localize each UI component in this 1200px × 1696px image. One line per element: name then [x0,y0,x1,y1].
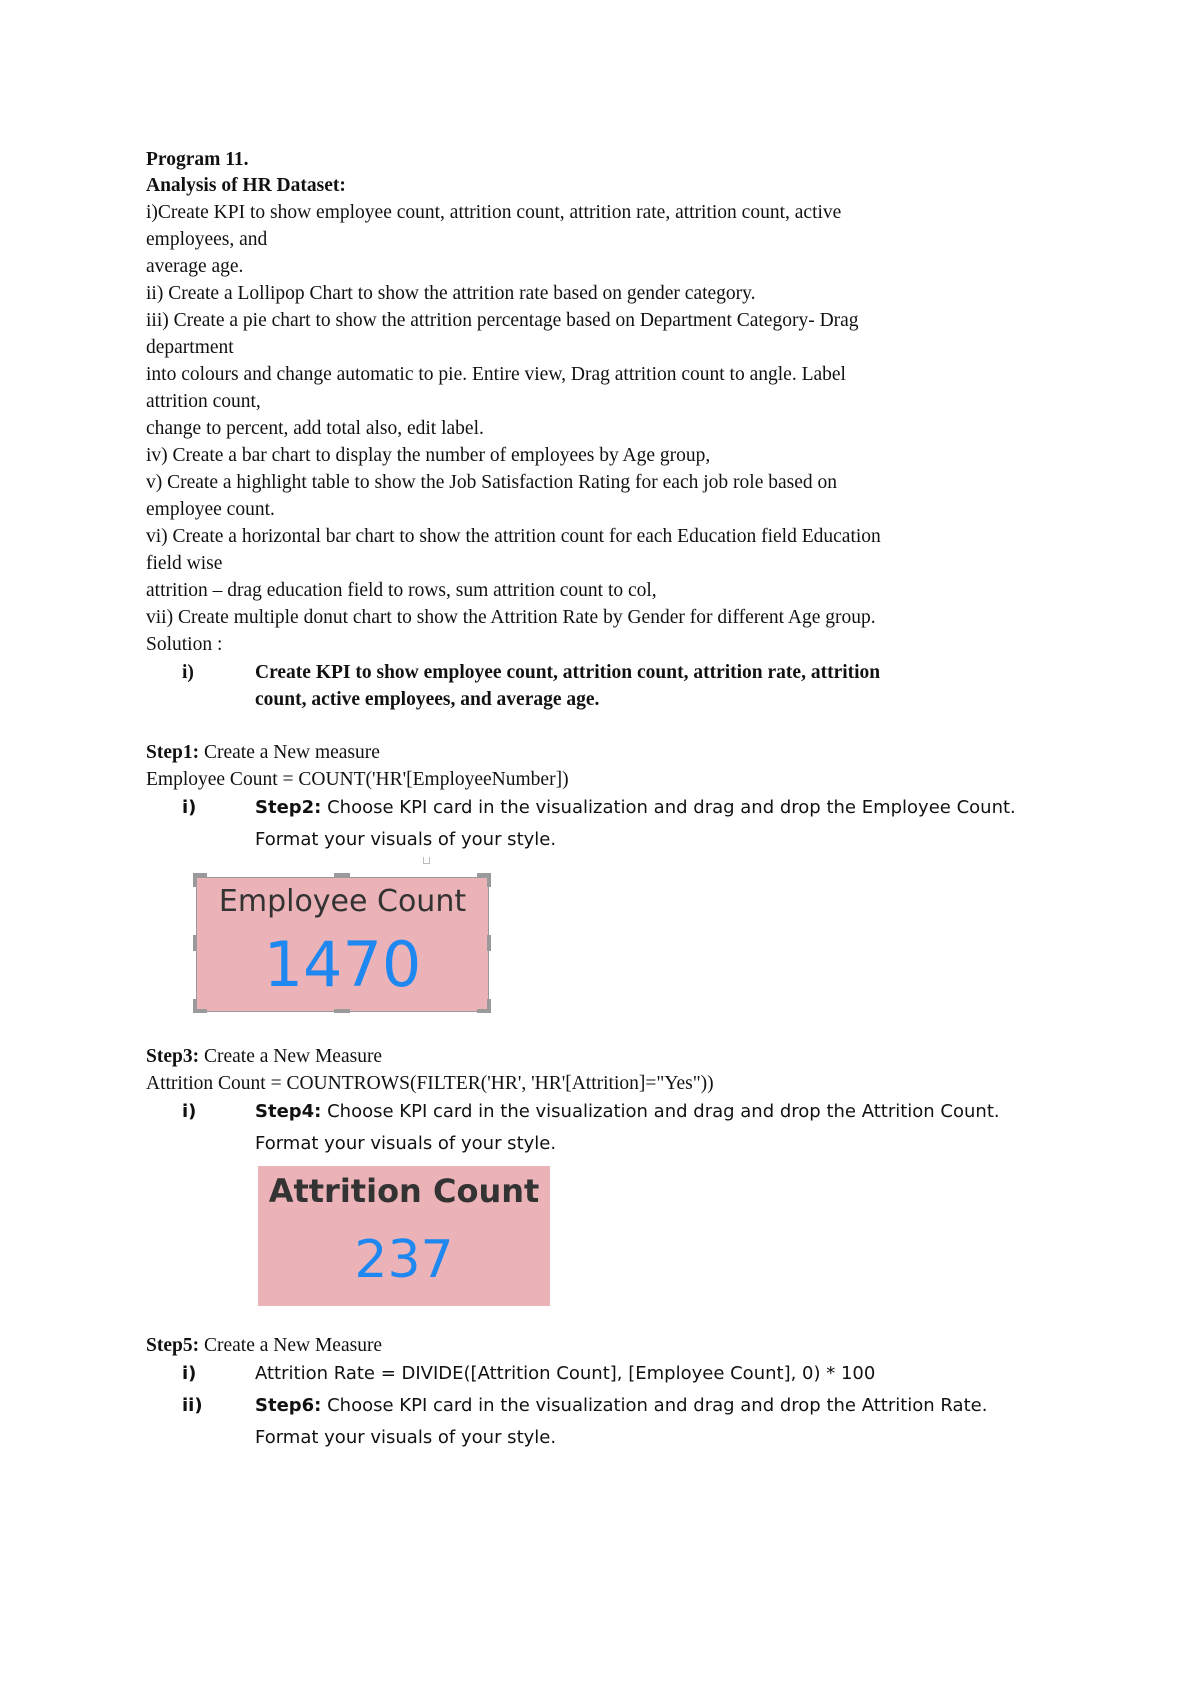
kpi-title: Attrition Count [268,1172,540,1210]
task-line: into colours and change automatic to pie. Entire view, Drag attrition count to angle. Label [146,364,846,385]
attrition-count-kpi-card[interactable] [258,1166,550,1306]
task-line: vii) Create multiple donut chart to show the Attrition Rate by Gender for different Age group. [146,607,876,628]
step4-format-note: Format your visuals of your style. [255,1133,557,1154]
task-line: vi) Create a horizontal bar chart to show the attrition count for each Education field Education [146,526,881,547]
step2-label: Step2: [255,797,322,818]
task-line: employee count. [146,499,275,520]
step1-text: Create a New measure [199,742,380,763]
document-title: Analysis of HR Dataset: [146,175,346,196]
task-line: field wise [146,553,223,574]
solution-heading: count, active employees, and average age. [255,689,600,710]
step5 [146,1333,382,1359]
step2 [255,794,1016,822]
step2-number: i) [182,797,197,818]
task-line: i)Create KPI to show employee count, attrition count, attrition rate, attrition count, active [146,202,842,223]
task-line: iii) Create a pie chart to show the attrition percentage based on Department Category- Drag [146,310,859,331]
step1-formula: Employee Count = COUNT('HR'[EmployeeNumber]) [146,769,569,790]
employee-count-kpi-card[interactable] [196,877,489,1012]
solution-label: Solution : [146,634,223,655]
step5-number: i) [182,1363,197,1384]
step6-label: Step6: [255,1395,322,1416]
resize-handle[interactable] [334,1009,350,1013]
kpi-value: 237 [354,1230,454,1290]
step3-text: Create a New Measure [199,1046,383,1067]
solution-number: i) [182,662,194,683]
step6-number: ii) [182,1395,203,1416]
resize-handle[interactable] [334,873,350,877]
step3-formula: Attrition Count = COUNTROWS(FILTER('HR', 'HR'[Attrition]="Yes")) [146,1073,714,1094]
program-number: Program 11. [146,149,249,170]
step6 [255,1392,987,1420]
step1 [146,740,380,766]
task-line: department [146,337,234,358]
resize-handle[interactable] [193,999,197,1013]
step2-text: Choose KPI card in the visualization and drag and drop the Employee Count. [321,797,1016,818]
step4 [255,1098,1000,1126]
step5-formula: Attrition Rate = DIVIDE([Attrition Count], [Employee Count], 0) * 100 [255,1363,876,1384]
step3-label: Step3: [146,1046,200,1067]
move-grip-icon [423,857,430,864]
resize-handle[interactable] [193,935,197,951]
task-line: ii) Create a Lollipop Chart to show the attrition rate based on gender category. [146,283,756,304]
step4-text: Choose KPI card in the visualization and drag and drop the Attrition Count. [321,1101,1000,1122]
resize-handle[interactable] [487,999,491,1013]
resize-handle[interactable] [487,935,491,951]
kpi-title: Employee Count [218,884,467,919]
task-line: iv) Create a bar chart to display the number of employees by Age group, [146,445,711,466]
task-line: change to percent, add total also, edit label. [146,418,484,439]
step6-format-note: Format your visuals of your style. [255,1427,557,1448]
step3 [146,1044,382,1070]
resize-handle[interactable] [193,873,197,887]
step4-number: i) [182,1101,197,1122]
task-line: v) Create a highlight table to show the Job Satisfaction Rating for each job role based on [146,472,837,493]
step6-text: Choose KPI card in the visualization and drag and drop the Attrition Rate. [321,1395,988,1416]
solution-heading: Create KPI to show employee count, attrition count, attrition rate, attrition [255,662,881,683]
step1-label: Step1: [146,742,200,763]
step5-text: Create a New Measure [199,1335,383,1356]
kpi-value: 1470 [263,928,422,1001]
task-line: attrition count, [146,391,261,412]
step5-label: Step5: [146,1335,200,1356]
step4-label: Step4: [255,1101,322,1122]
task-line: employees, and [146,229,268,250]
step2-format-note: Format your visuals of your style. [255,829,557,850]
task-line: attrition – drag education field to rows, sum attrition count to col, [146,580,657,601]
resize-handle[interactable] [487,873,491,887]
task-line: average age. [146,256,244,277]
